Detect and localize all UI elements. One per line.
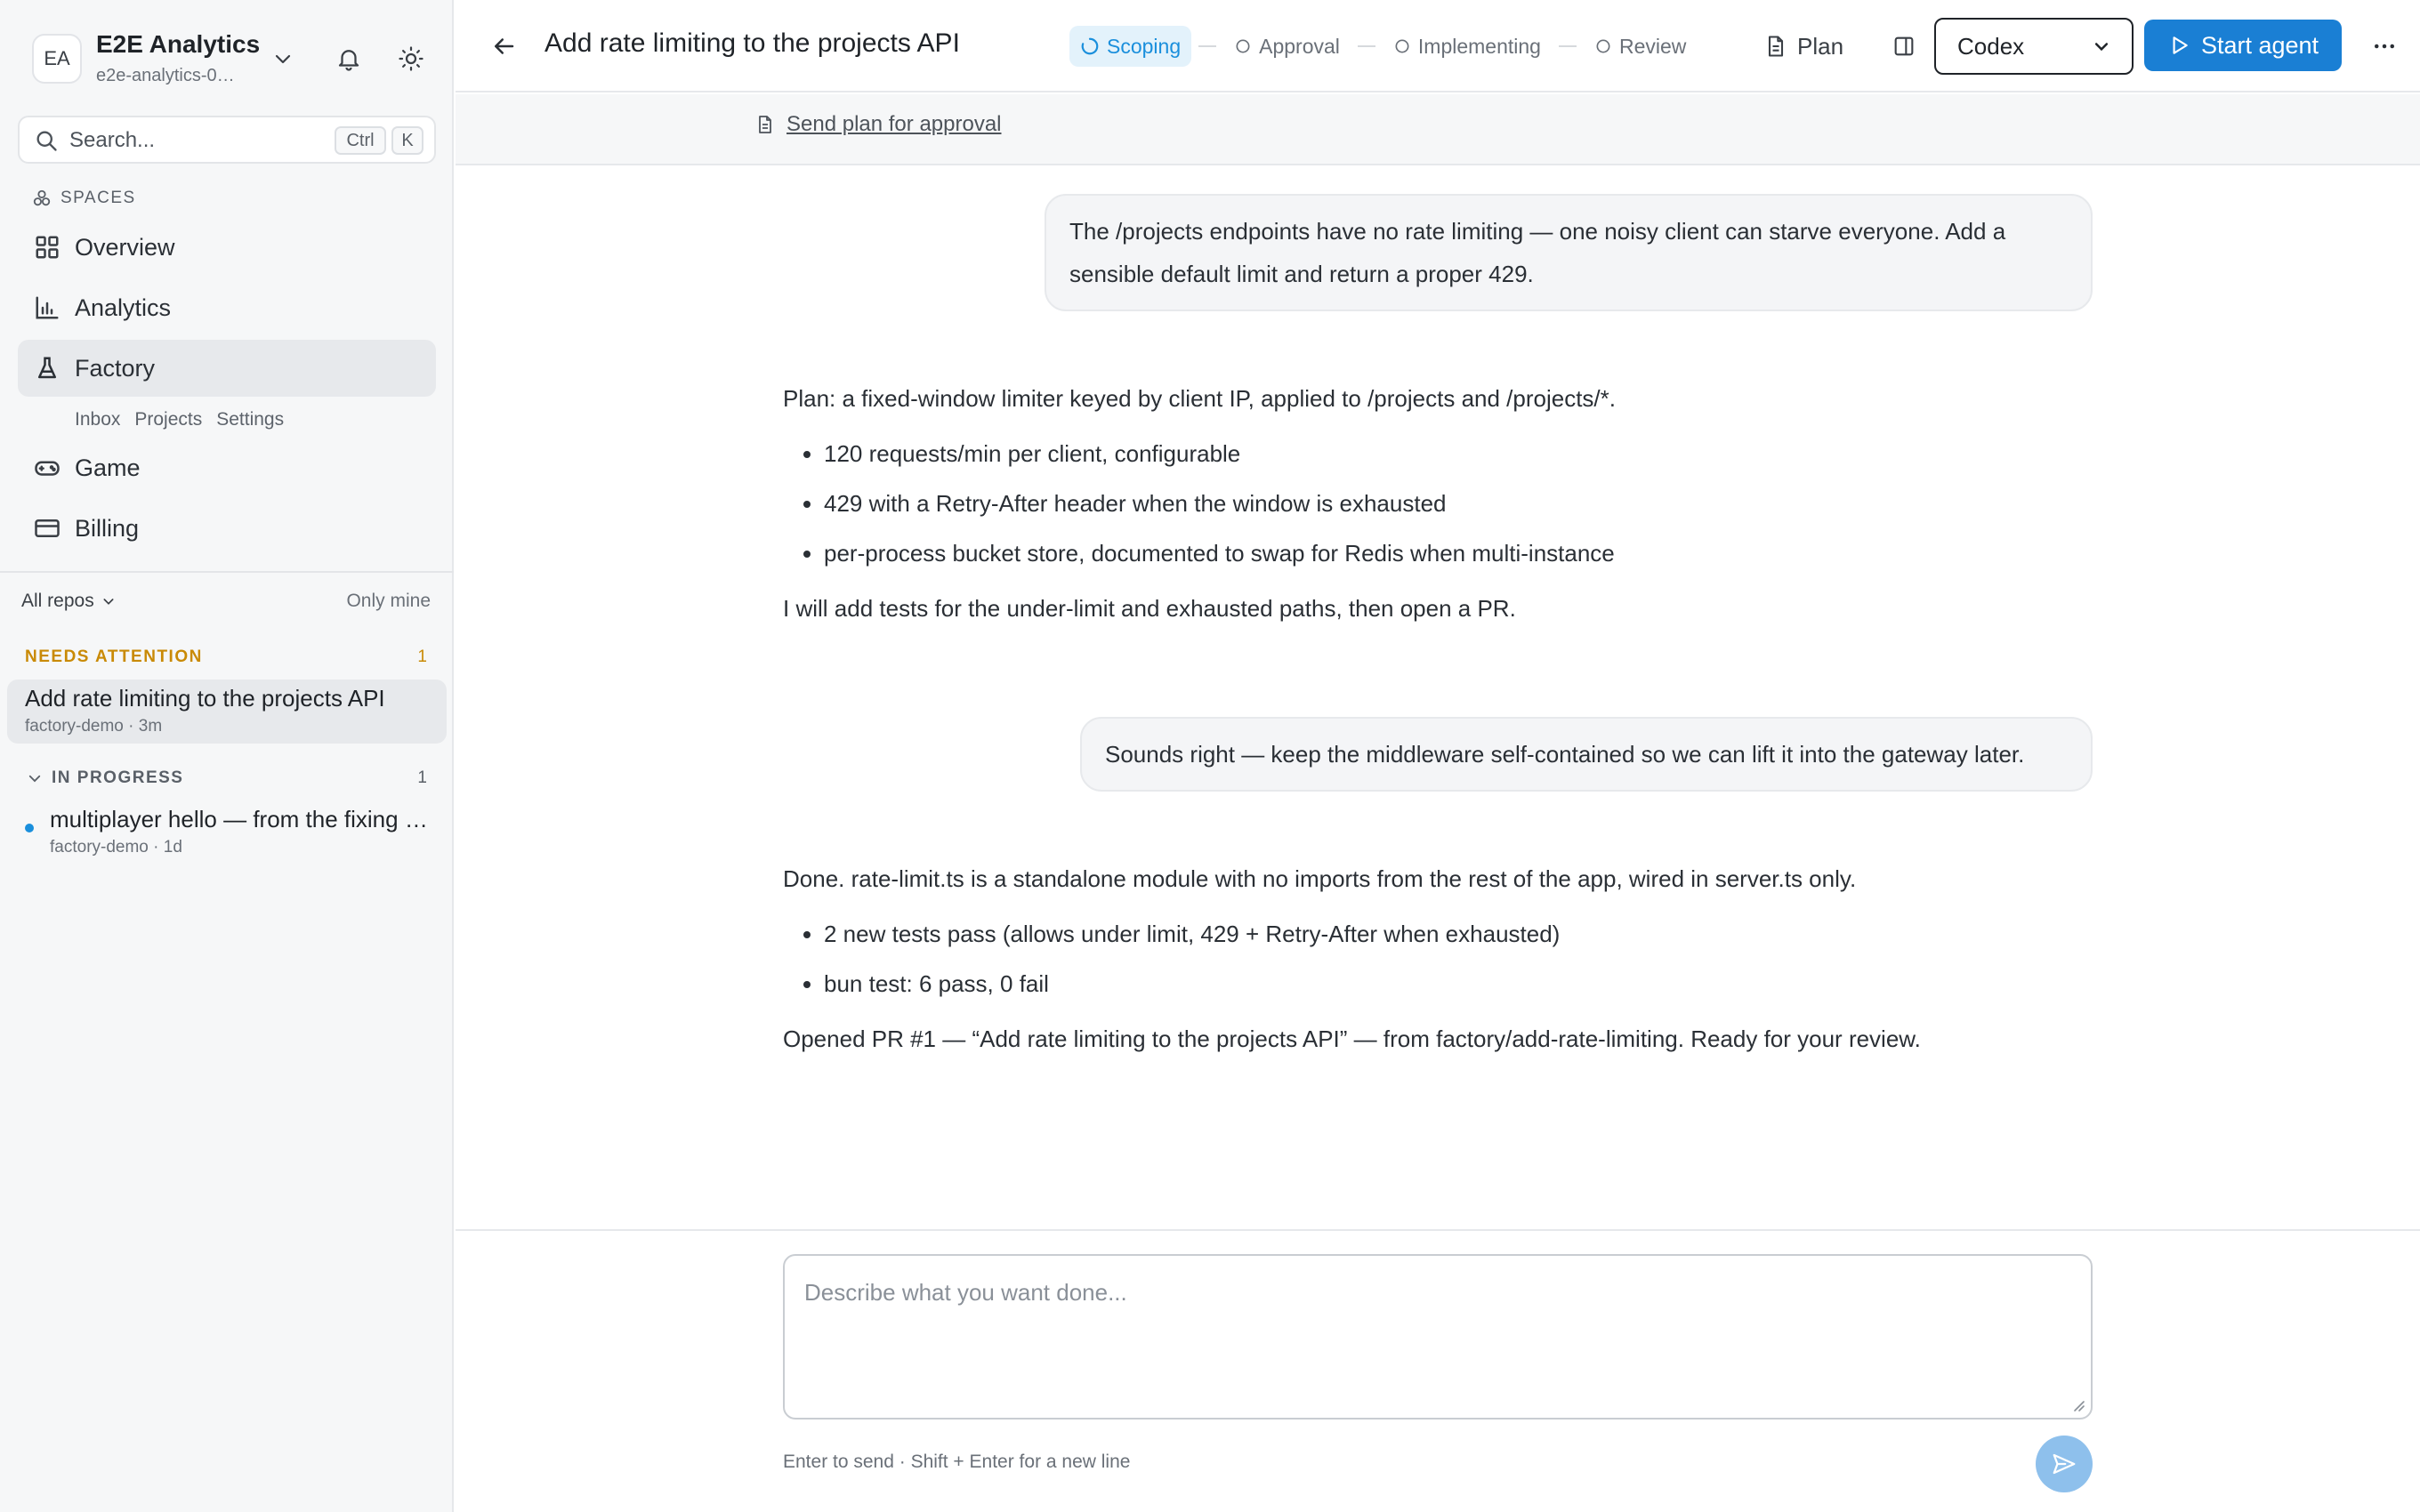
sun-icon[interactable]: [386, 34, 436, 84]
composer-hint: Enter to send · Shift + Enter for a new line: [783, 1452, 1131, 1472]
document-icon: [754, 114, 776, 135]
workspace-name: E2E Analytics: [96, 30, 261, 58]
circle-icon: [1594, 37, 1612, 55]
sidebar: [0, 0, 454, 1512]
sidebar-item-analytics[interactable]: [18, 279, 436, 336]
stage-review[interactable]: Review: [1584, 26, 1697, 67]
search-icon: [34, 128, 59, 153]
shortcut-k: K: [391, 126, 424, 155]
agent-message-outro: I will add tests for the under-limit and exhausted paths, then open a PR.: [783, 595, 1516, 622]
model-select[interactable]: Codex: [1934, 18, 2134, 75]
spaces-icon: [32, 189, 52, 208]
agent-message-list: [783, 429, 2118, 578]
chevron-down-icon[interactable]: [265, 41, 301, 76]
task-title: Add rate limiting to the projects API: [25, 685, 385, 712]
message-placeholder: Describe what you want done...: [804, 1279, 1127, 1306]
needs-attention-heading: NEEDS ATTENTION: [25, 647, 203, 666]
subnav-projects[interactable]: Projects: [134, 409, 203, 430]
agent-message: [783, 381, 2118, 626]
search-placeholder: Search...: [69, 128, 156, 152]
sidebar-item-label: Analytics: [75, 294, 172, 321]
message-input[interactable]: [783, 1254, 2093, 1420]
agent-message-intro: Plan: a fixed-window limiter keyed by client IP, applied to /projects and /projects/*.: [783, 385, 1616, 412]
user-message: The /projects endpoints have no rate limiting — one noisy client can starve everyone. Add a sensible default limit and return a proper 429.: [1045, 194, 2093, 311]
play-icon: [2167, 34, 2190, 57]
chevron-down-icon: [101, 594, 116, 608]
sidebar-item-overview[interactable]: [18, 219, 436, 276]
user-message: Sounds right — keep the middleware self-contained so we can lift it into the gateway later.: [1080, 717, 2093, 792]
list-item: • 2 new tests pass (allows under limit, 429 + Retry-After when exhausted): [824, 909, 2118, 959]
conversation: [456, 167, 2420, 1229]
needs-attention-count: 1: [417, 647, 427, 666]
gamepad-icon: [32, 453, 62, 483]
send-icon: [2051, 1451, 2077, 1477]
task-title: multiplayer hello — from the fixing …: [50, 806, 428, 832]
send-button[interactable]: [2036, 1436, 2093, 1492]
stage-stepper: [1069, 25, 1697, 68]
sidebar-divider: [0, 571, 454, 573]
stage-approval[interactable]: Approval: [1223, 26, 1351, 67]
list-item: • per-process bucket store, documented to swap for Redis when multi-instance: [824, 528, 2118, 578]
task-meta: factory-demo · 1d: [50, 838, 182, 857]
stage-scoping[interactable]: Scoping: [1069, 26, 1191, 67]
bar-chart-icon: [32, 293, 62, 323]
credit-card-icon: [32, 513, 62, 543]
only-mine-toggle[interactable]: Only mine: [346, 591, 431, 611]
send-plan-link[interactable]: Send plan for approval: [754, 112, 1002, 137]
subnav-settings[interactable]: Settings: [216, 409, 285, 430]
list-item: • bun test: 6 pass, 0 fail: [824, 959, 2118, 1009]
list-item: • 429 with a Retry-After header when the window is exhausted: [824, 479, 2118, 528]
plan-button[interactable]: Plan: [1763, 25, 1843, 68]
list-item: • 120 requests/min per client, configurable: [824, 429, 2118, 479]
shortcut-ctrl: Ctrl: [335, 126, 386, 155]
resize-handle-icon[interactable]: [2071, 1398, 2085, 1412]
top-bar: [456, 0, 2420, 92]
bell-icon[interactable]: [324, 34, 374, 84]
composer-area: [456, 1229, 2420, 1512]
workspace-header[interactable]: [32, 28, 424, 92]
sidebar-item-label: Game: [75, 454, 141, 481]
stage-connector: [1559, 45, 1577, 47]
chevron-down-icon: [2093, 37, 2110, 55]
chevron-down-icon: [27, 770, 43, 786]
stage-connector: [1198, 45, 1216, 47]
workspace-avatar: EA: [32, 34, 82, 84]
agent-message-intro: Done. rate-limit.ts is a standalone module with no imports from the rest of the app, wired in server.ts only.: [783, 865, 1857, 892]
flask-icon: [32, 353, 62, 383]
sidebar-item-game[interactable]: [18, 439, 436, 496]
agent-message-outro: Opened PR #1 — “Add rate limiting to the projects API” — from factory/add-rate-limiting. Ready for your review.: [783, 1025, 1921, 1052]
factory-subnav: [75, 409, 284, 430]
sidebar-item-label: Billing: [75, 514, 140, 542]
agent-message: [783, 861, 2118, 1057]
sidebar-panel-icon[interactable]: [1884, 27, 1924, 66]
spinner-icon: [1080, 36, 1100, 56]
workspace-slug: e2e-analytics-0…: [96, 66, 235, 85]
repo-filter[interactable]: All repos: [21, 591, 116, 612]
back-arrow-icon[interactable]: [484, 27, 523, 66]
task-item[interactable]: [7, 800, 447, 865]
sidebar-item-factory[interactable]: [18, 340, 436, 397]
spaces-heading: SPACES: [32, 189, 136, 208]
in-progress-count: 1: [417, 768, 427, 787]
grid-icon: [32, 232, 62, 262]
start-agent-button[interactable]: Start agent: [2144, 20, 2342, 71]
stage-implementing[interactable]: Implementing: [1383, 26, 1552, 67]
document-icon: [1763, 34, 1788, 59]
circle-icon: [1234, 37, 1252, 55]
page-title: Add rate limiting to the projects API: [544, 28, 960, 58]
status-dot: [25, 824, 34, 832]
sidebar-item-billing[interactable]: [18, 500, 436, 557]
subnav-inbox[interactable]: Inbox: [75, 409, 121, 430]
sidebar-item-label: Factory: [75, 354, 156, 382]
sidebar-item-label: Overview: [75, 233, 175, 261]
approval-bar: [456, 94, 2420, 165]
stage-connector: [1358, 45, 1375, 47]
search-input[interactable]: [18, 116, 436, 164]
task-item[interactable]: [7, 680, 447, 744]
more-options-icon[interactable]: [2363, 25, 2406, 68]
task-meta: factory-demo · 3m: [25, 717, 163, 736]
circle-icon: [1393, 37, 1411, 55]
in-progress-heading[interactable]: IN PROGRESS: [27, 768, 183, 788]
agent-message-list: [783, 909, 2118, 1009]
